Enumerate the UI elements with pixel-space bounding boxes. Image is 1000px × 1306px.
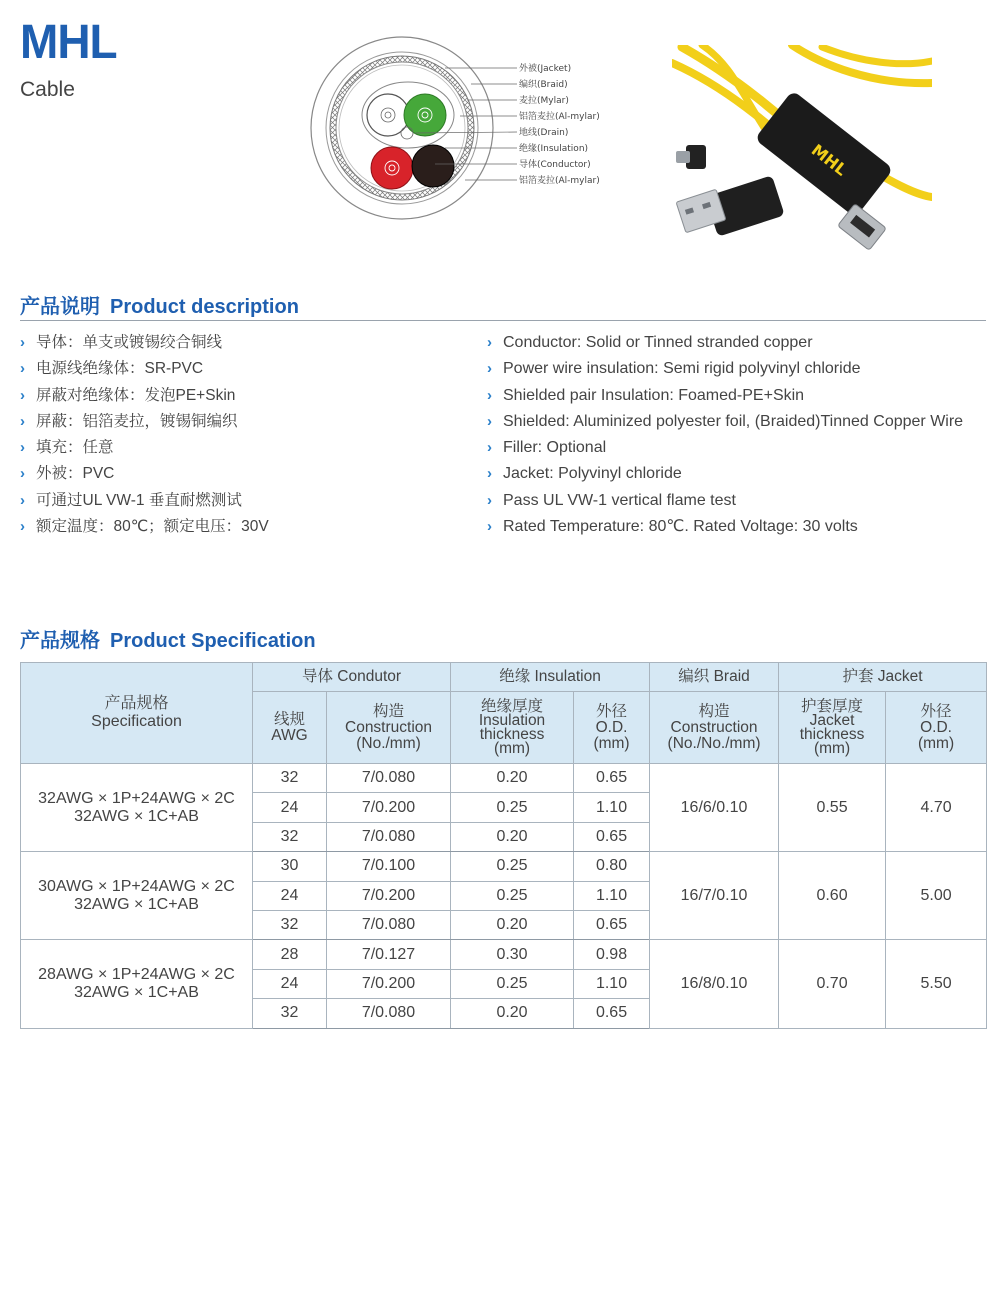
table-row [21, 764, 987, 793]
list-item: › 填充：任意 [20, 435, 269, 461]
chevron-right-icon: › [20, 491, 25, 509]
construction-cell: 7/0.080 [327, 999, 451, 1028]
awg-cell: 32 [253, 999, 327, 1028]
list-item: › Shielded: Aluminized polyester foil, (Braided)Tinned Copper Wire [487, 409, 963, 435]
jacket-thickness-cell: 0.70 [779, 940, 886, 1028]
list-item: › Shielded pair Insulation: Foamed-PE+Skin [487, 383, 963, 409]
cable-cross-section-diagram [305, 35, 625, 225]
list-item: › Filler: Optional [487, 435, 963, 461]
description-divider [20, 320, 986, 321]
list-item: › 屏蔽：铝箔麦拉，镀锡铜编织 [20, 409, 269, 435]
awg-cell: 24 [253, 793, 327, 822]
header-jacket: 护套 Jacket [779, 663, 987, 692]
list-item: › Conductor: Solid or Tinned stranded copper [487, 330, 963, 356]
specification-title-cn: 产品规格 [20, 630, 100, 652]
construction-cell: 7/0.200 [327, 881, 451, 910]
construction-cell: 7/0.080 [327, 822, 451, 851]
list-item: › 外被：PVC [20, 461, 269, 487]
list-item: › 屏蔽对绝缘体：发泡PE+Skin [20, 383, 269, 409]
brand-logo: MHL [20, 13, 117, 69]
construction-cell: 7/0.200 [327, 793, 451, 822]
list-item: › 额定温度：80℃；额定电压：30V [20, 514, 269, 540]
chevron-right-icon: › [487, 360, 492, 378]
od-cell: 0.65 [574, 910, 650, 939]
description-title [20, 290, 299, 319]
label-braid: 编织(Braid) [519, 80, 568, 90]
label-al-mylar: 铝箔麦拉(Al-mylar) [519, 112, 600, 122]
list-item: › 导体：单支或镀锡绞合铜线 [20, 330, 269, 356]
list-item: › Pass UL VW-1 vertical flame test [487, 488, 963, 514]
page-subtitle: Cable [20, 78, 75, 101]
od-cell: 0.65 [574, 764, 650, 793]
label-jacket: 外被(Jacket) [519, 64, 572, 74]
label-al-mylar-2: 铝箔麦拉(Al-mylar) [519, 176, 600, 186]
od-cell: 0.98 [574, 940, 650, 969]
table-header-row [21, 663, 987, 692]
chevron-right-icon: › [487, 386, 492, 404]
od-cell: 0.80 [574, 852, 650, 881]
table-row [21, 940, 987, 969]
list-item: › Rated Temperature: 80℃. Rated Voltage: 30 volts [487, 514, 963, 540]
insulation-thickness-cell: 0.30 [451, 940, 574, 969]
jacket-od-cell: 5.00 [886, 852, 987, 940]
chevron-right-icon: › [20, 334, 25, 351]
shielded-pair [362, 82, 454, 148]
header-awg: 线规 AWG [253, 692, 327, 764]
header-jacket-thickness: 护套厚度 Jacket thickness (mm) [779, 692, 886, 764]
awg-cell: 32 [253, 822, 327, 851]
diagram-labels [519, 62, 600, 186]
header-braid: 编织 Braid [650, 663, 779, 692]
chevron-right-icon: › [487, 491, 492, 509]
description-title-en: Product description [110, 296, 299, 318]
description-list-en [487, 330, 963, 540]
spec-cell: 32AWG × 1P+24AWG × 2C 32AWG × 1C+AB [21, 764, 253, 852]
header-insulation-od: 外径 O.D. (mm) [574, 692, 650, 764]
label-insulation: 绝缘(Insulation) [519, 144, 589, 154]
list-item: › Jacket: Polyvinyl chloride [487, 461, 963, 487]
awg-cell: 24 [253, 969, 327, 998]
header-conductor: 导体 Condutor [253, 663, 451, 692]
insulation-thickness-cell: 0.25 [451, 793, 574, 822]
specification-table [20, 662, 987, 1029]
specification-title [20, 624, 316, 653]
jacket-thickness-cell: 0.55 [779, 764, 886, 852]
chevron-right-icon: › [20, 439, 25, 457]
jacket-od-cell: 4.70 [886, 764, 987, 852]
awg-cell: 28 [253, 940, 327, 969]
label-conductor: 导体(Conductor) [519, 160, 591, 170]
chevron-right-icon: › [487, 518, 492, 536]
braid-cell: 16/6/0.10 [650, 764, 779, 852]
list-item: › 可通过UL VW-1 垂直耐燃测试 [20, 488, 269, 514]
awg-cell: 32 [253, 764, 327, 793]
chevron-right-icon: › [487, 334, 492, 351]
chevron-right-icon: › [487, 439, 492, 457]
description-title-cn: 产品说明 [20, 296, 100, 318]
od-cell: 1.10 [574, 793, 650, 822]
od-cell: 0.65 [574, 999, 650, 1028]
jacket-thickness-cell: 0.60 [779, 852, 886, 940]
label-mylar: 麦拉(Mylar) [519, 96, 569, 106]
insulation-thickness-cell: 0.25 [451, 852, 574, 881]
specification-title-en: Product Specification [110, 630, 316, 652]
braid-cell: 16/8/0.10 [650, 940, 779, 1028]
chevron-right-icon: › [20, 465, 25, 483]
construction-cell: 7/0.100 [327, 852, 451, 881]
awg-cell: 30 [253, 852, 327, 881]
braid-cell: 16/7/0.10 [650, 852, 779, 940]
insulation-thickness-cell: 0.25 [451, 969, 574, 998]
construction-cell: 7/0.080 [327, 910, 451, 939]
list-item: › 电源线绝缘体：SR-PVC [20, 356, 269, 382]
table-row [21, 852, 987, 881]
adapter-logo-text: MHL [807, 140, 851, 180]
chevron-right-icon: › [20, 412, 25, 430]
construction-cell: 7/0.200 [327, 969, 451, 998]
spec-cell: 28AWG × 1P+24AWG × 2C 32AWG × 1C+AB [21, 940, 253, 1028]
header-construction: 构造 Construction (No./mm) [327, 692, 451, 764]
label-drain: 地线(Drain) [519, 128, 569, 138]
od-cell: 1.10 [574, 969, 650, 998]
insulation-thickness-cell: 0.20 [451, 910, 574, 939]
header-jacket-od: 外径 O.D. (mm) [886, 692, 987, 764]
chevron-right-icon: › [487, 412, 492, 430]
od-cell: 0.65 [574, 822, 650, 851]
chevron-right-icon: › [20, 518, 25, 536]
construction-cell: 7/0.080 [327, 764, 451, 793]
header-specification: 产品规格 Specification [21, 663, 253, 764]
description-list-cn [20, 330, 269, 540]
jacket-od-cell: 5.50 [886, 940, 987, 1028]
awg-cell: 24 [253, 881, 327, 910]
list-item: › Power wire insulation: Semi rigid polyvinyl chloride [487, 356, 963, 382]
insulation-thickness-cell: 0.20 [451, 822, 574, 851]
insulation-thickness-cell: 0.20 [451, 999, 574, 1028]
header-braid-construction: 构造 Construction (No./No./mm) [650, 692, 779, 764]
insulation-thickness-cell: 0.20 [451, 764, 574, 793]
product-photo [672, 45, 932, 259]
chevron-right-icon: › [20, 360, 25, 378]
chevron-right-icon: › [20, 386, 25, 404]
construction-cell: 7/0.127 [327, 940, 451, 969]
spec-cell: 30AWG × 1P+24AWG × 2C 32AWG × 1C+AB [21, 852, 253, 940]
header-insulation: 绝缘 Insulation [451, 663, 650, 692]
od-cell: 1.10 [574, 881, 650, 910]
insulation-thickness-cell: 0.25 [451, 881, 574, 910]
header-insulation-thickness: 绝缘厚度 Insulation thickness (mm) [451, 692, 574, 764]
chevron-right-icon: › [487, 465, 492, 483]
awg-cell: 32 [253, 910, 327, 939]
